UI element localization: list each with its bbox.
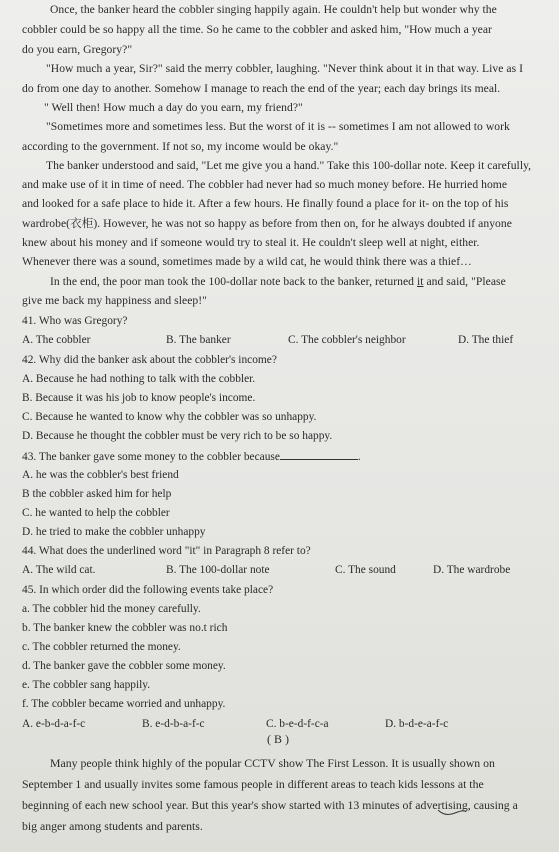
option-41-a: A. The cobbler [22, 334, 91, 346]
option-44-a: A. The wild cat. [22, 564, 96, 576]
question-43 [22, 449, 361, 464]
option-45-c: C. b-e-d-f-c-a [266, 718, 329, 730]
pen-mark [437, 808, 467, 816]
event-d: d. The banker gave the cobbler some money. [22, 660, 226, 672]
passage-line: knew about his money and if someone would try to steal it. He couldn't sleep well at night, either. [22, 236, 480, 249]
event-e: e. The cobbler sang happily. [22, 679, 151, 691]
answer-blank [280, 449, 358, 460]
passage-text: In the end, the poor man took the 100-dollar note back to the banker, returned [50, 275, 415, 288]
passage-line: do from one day to another. Somehow I manage to reach the end of the year; each day brings its meal. [22, 82, 501, 95]
event-a: a. The cobbler hid the money carefully. [22, 603, 201, 615]
underlined-word-it: it [416, 275, 424, 288]
option-43-c: C. he wanted to help the cobbler [22, 507, 170, 519]
event-c: c. The cobbler returned the money. [22, 641, 181, 653]
option-43-d: D. he tried to make the cobbler unhappy [22, 526, 206, 538]
section-b-line: big anger among students and parents. [22, 819, 203, 833]
option-45-b: B. e-d-b-a-f-c [142, 718, 205, 730]
section-b-line: Many people think highly of the popular CCTV show The First Lesson. It is usually shown on [50, 756, 495, 770]
passage-line: Whenever there was a sound, sometimes made by a wild cat, he would think there was a thief… [22, 255, 472, 268]
passage-line: do you earn, Gregory?" [22, 43, 133, 56]
passage-line [50, 275, 506, 289]
option-43-b: B the cobbler asked him for help [22, 488, 172, 500]
passage-line: "How much a year, Sir?" said the merry cobbler, laughing. "Never think about it in that way. Live as I [46, 62, 524, 75]
passage-line: give me back my happiness and sleep!" [22, 294, 207, 307]
passage-line: and make use of it in time of need. The cobbler had never had so much money before. He hurried home [22, 178, 508, 191]
option-44-b: B. The 100-dollar note [166, 564, 270, 576]
option-44-d: D. The wardrobe [433, 564, 511, 576]
question-41: 41. Who was Gregory? [22, 315, 128, 327]
passage-line: " Well then! How much a day do you earn, my friend?" [44, 101, 303, 114]
passage-line: wardrobe(衣柜). However, he was not so happy as before from then on, for he always doubted if anyone [22, 217, 512, 230]
event-f: f. The cobbler became worried and unhappy. [22, 698, 226, 710]
question-44: 44. What does the underlined word "it" in Paragraph 8 refer to? [22, 545, 311, 557]
passage-text: and said, "Please [426, 275, 506, 288]
question-43-text: 43. The banker gave some money to the cobbler because [22, 451, 280, 463]
question-42: 42. Why did the banker ask about the cobbler's income? [22, 354, 277, 366]
option-41-c: C. The cobbler's neighbor [288, 334, 406, 346]
passage-line: The banker understood and said, "Let me give you a hand." Take this 100-dollar note. Keep it carefully, [46, 159, 532, 172]
option-44-c: C. The sound [335, 564, 396, 576]
option-45-d: D. b-d-e-a-f-c [385, 718, 449, 730]
passage-line: "Sometimes more and sometimes less. But the worst of it is -- sometimes I am not allowed to work [46, 120, 510, 133]
section-b-heading: ( B ) [267, 732, 289, 746]
option-42-c: C. Because he wanted to know why the cobbler was so unhappy. [22, 411, 317, 423]
option-43-a: A. he was the cobbler's best friend [22, 469, 179, 481]
option-42-d: D. Because he thought the cobbler must be very rich to be so happy. [22, 430, 333, 442]
option-42-b: B. Because it was his job to know people's income. [22, 392, 256, 404]
passage-line: according to the government. If not so, my income would be okay." [22, 140, 339, 153]
passage-line: cobbler could be so happy all the time. So he came to the cobbler and asked him, "How much a year [22, 23, 492, 36]
section-b-line: September 1 and usually invites some famous people in different areas to teach kids lessons at the [22, 777, 484, 791]
option-45-a: A. e-b-d-a-f-c [22, 718, 86, 730]
option-42-a: A. Because he had nothing to talk with the cobbler. [22, 373, 256, 385]
passage-line: and looked for a safe place to hide it. After a few hours. He finally found a place for it- on the top of his [22, 197, 509, 210]
passage-line: Once, the banker heard the cobbler singing happily again. He couldn't help but wonder why the [50, 3, 497, 16]
option-41-b: B. The banker [166, 334, 231, 346]
section-b-line: beginning of each new school year. But this year's show started with 13 minutes of advertising, causing a [22, 798, 518, 812]
question-43-end: . [357, 451, 361, 463]
event-b: b. The banker knew the cobbler was no.t rich [22, 622, 228, 634]
option-41-d: D. The thief [458, 334, 514, 346]
question-45: 45. In which order did the following events take place? [22, 584, 274, 596]
